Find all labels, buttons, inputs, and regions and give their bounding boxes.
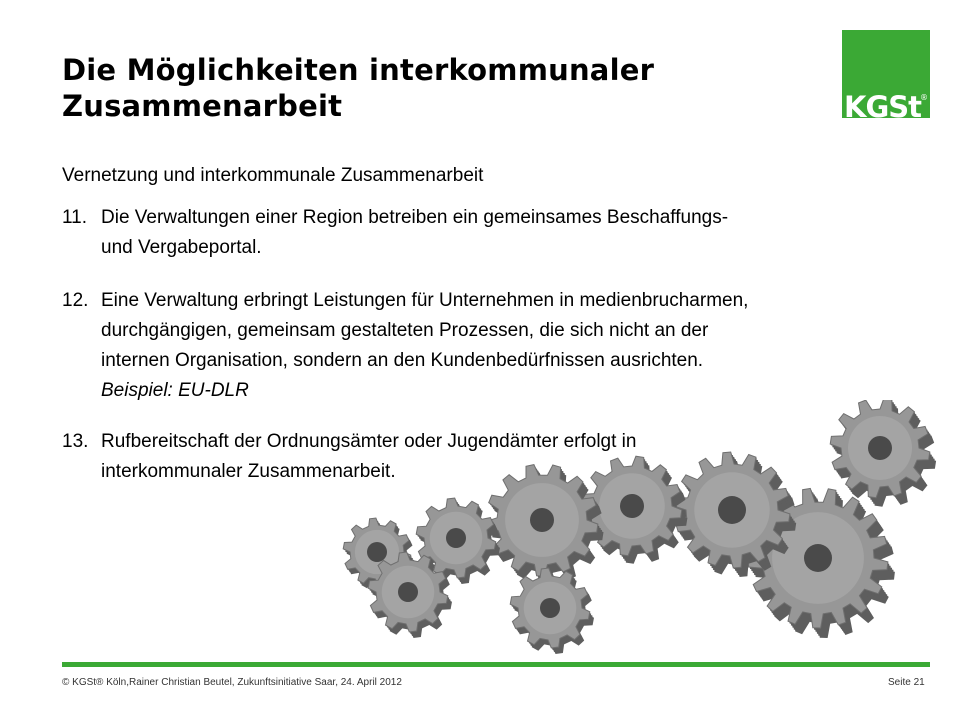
- list-item-12: [62, 286, 932, 406]
- item-number: 12.: [62, 290, 89, 311]
- gear-shape: [510, 568, 594, 654]
- item-line: Die Verwaltungen einer Region betreiben ein gemeinsames Beschaffungs-: [101, 207, 729, 228]
- title-line-1: Die Möglichkeiten interkommunaler: [62, 53, 655, 87]
- item-number: 13.: [62, 431, 89, 452]
- item-line: internen Organisation, sondern an den Kundenbedürfnissen ausrichten.: [101, 350, 704, 371]
- footer-divider: [62, 662, 930, 667]
- gear-shape: [830, 400, 936, 507]
- logo-text: KGSt: [844, 90, 922, 118]
- item-text: [101, 203, 902, 263]
- item-line: durchgängigen, gemeinsam gestalteten Prozessen, die sich nicht an der: [101, 320, 709, 341]
- footer-copyright: © KGSt® Köln,Rainer Christian Beutel, Zukunftsinitiative Saar, 24. April 2012: [62, 677, 402, 688]
- logo-registered-mark: ®: [920, 93, 928, 102]
- item-number: 11.: [62, 207, 88, 228]
- item-text: [101, 427, 822, 487]
- subtitle: Vernetzung und interkommunale Zusammenarbeit: [62, 165, 484, 186]
- page-number: Seite 21: [888, 677, 925, 688]
- list-item-13: [62, 427, 822, 487]
- item-line: und Vergabeportal.: [101, 237, 262, 258]
- item-text: [101, 286, 932, 406]
- list-item-11: [62, 203, 902, 263]
- item-line: Rufbereitschaft der Ordnungsämter oder Jugendämter erfolgt in: [101, 431, 637, 452]
- title-line-2: Zusammenarbeit: [62, 89, 343, 123]
- item-line: Eine Verwaltung erbringt Leistungen für Unternehmen in medienbrucharmen,: [101, 290, 749, 311]
- item-line: interkommunaler Zusammenarbeit.: [101, 461, 396, 482]
- slide-title: [62, 52, 802, 124]
- kgst-logo: [842, 30, 930, 118]
- item-example: Beispiel: EU-DLR: [101, 380, 249, 401]
